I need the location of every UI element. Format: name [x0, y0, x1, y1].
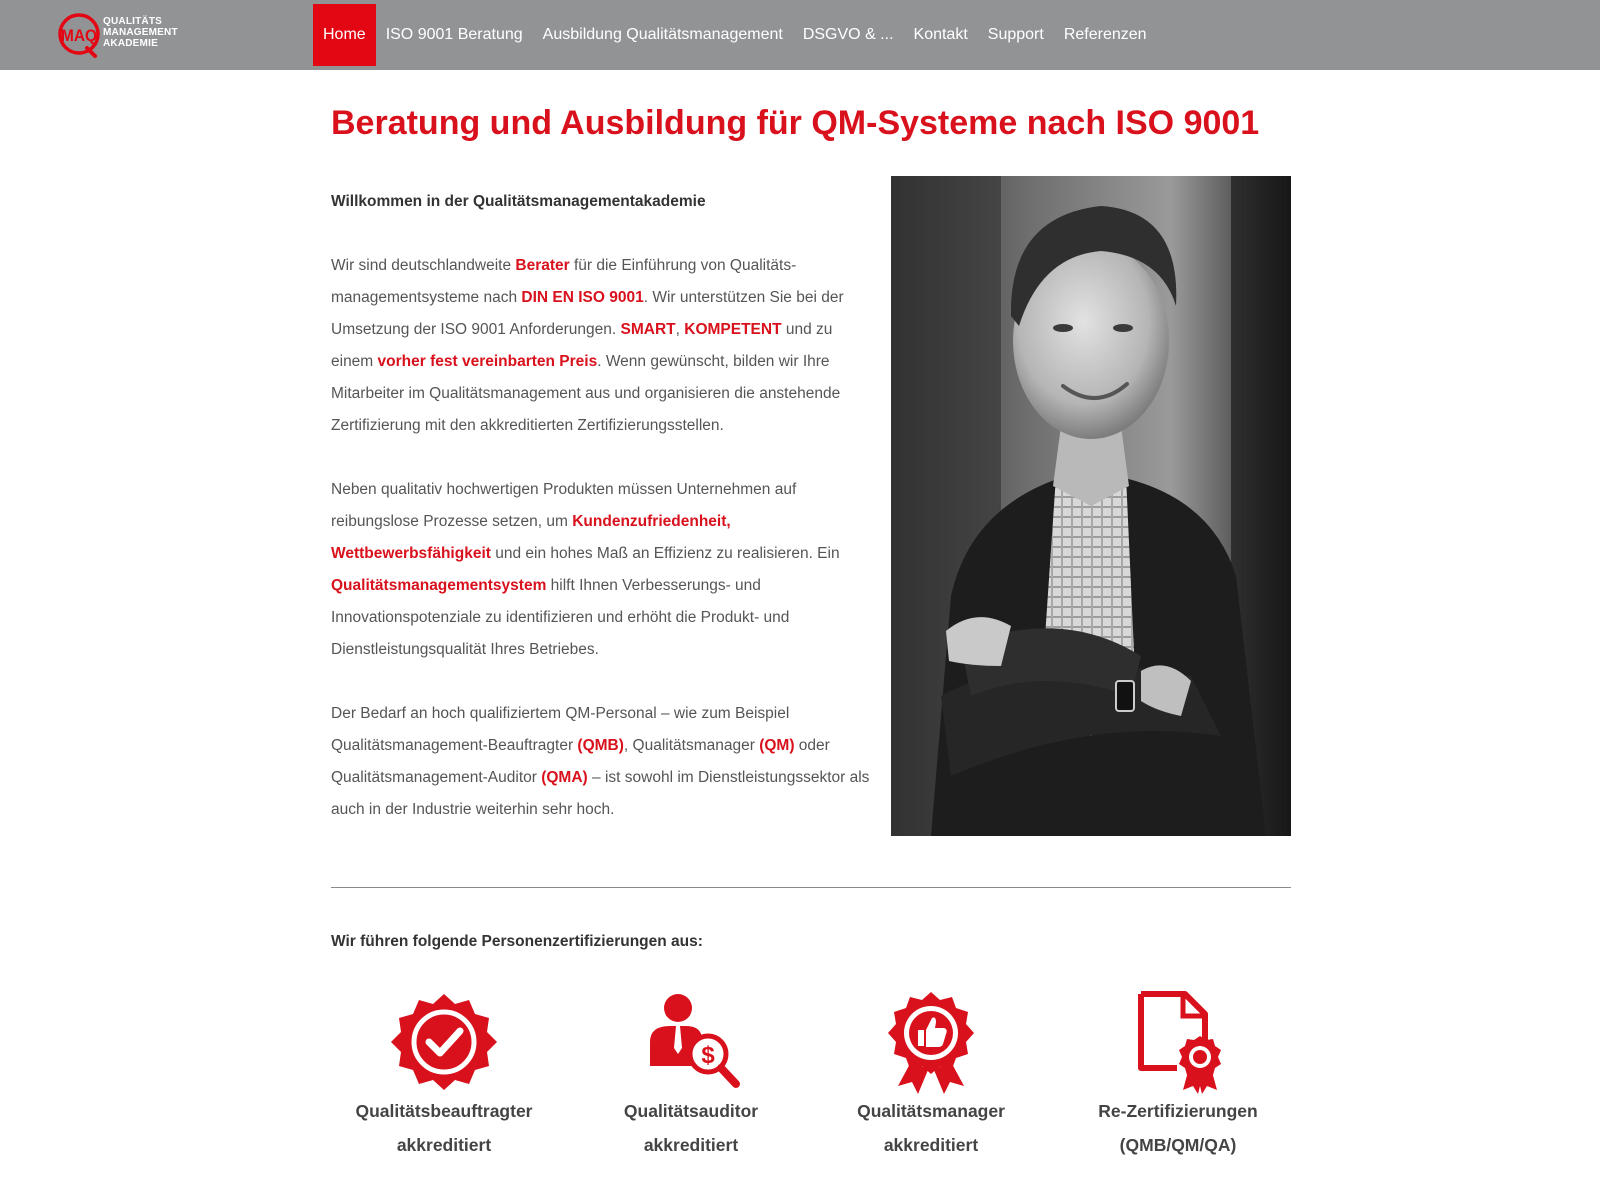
highlight-qms: Qualitätsmanagementsystem — [331, 577, 547, 594]
auditor-icon — [636, 990, 746, 1094]
nav-item-kontakt[interactable]: Kontakt — [913, 26, 968, 43]
cert-item-re-zertifizierungen[interactable] — [1058, 990, 1298, 1162]
text: . Wir unterstützen Sie bei der Umsetzung der ISO 9001 Anforderungen. — [331, 289, 844, 338]
nav-item-referenzen[interactable]: Referenzen — [1063, 26, 1147, 43]
site-header — [0, 0, 1600, 70]
cert-item-qualitaetsauditor[interactable] — [571, 990, 811, 1162]
nav-item-home[interactable]: Home — [313, 4, 376, 66]
page-title: Beratung und Ausbildung für QM-Systeme nach ISO 9001 — [331, 104, 1260, 142]
nav-item-iso-9001-beratung[interactable]: ISO 9001 Beratung — [385, 26, 523, 43]
certificate-document-icon — [1123, 990, 1233, 1094]
intro-text — [331, 186, 876, 858]
nav-item-ausbildung[interactable]: Ausbildung Qualitätsmanagement — [542, 26, 783, 43]
text: und ein hohes Maß an Effizienz zu realisieren. Ein — [490, 545, 840, 562]
text: Der Bedarf an hoch qualifiziertem QM-Personal – wie zum Beispiel Qualitätsmanagement-Beauftragter — [331, 705, 790, 754]
highlight-kompetent: KOMPETENT — [684, 321, 782, 338]
welcome-heading: Willkommen in der Qualitätsmanagementakademie — [331, 193, 706, 210]
cert-item-qualitaetsmanager[interactable] — [811, 990, 1051, 1162]
section-divider — [331, 887, 1291, 888]
cert-label-line1: Re-Zertifizierungen — [1098, 1101, 1258, 1121]
logo-line: AKADEMIE — [103, 38, 158, 49]
highlight-qmb: (QMB) — [577, 737, 624, 754]
highlight-kundenzufriedenheit: Kundenzufriedenheit, — [572, 513, 731, 530]
logo-icon — [57, 12, 103, 58]
text: für die Einführung von Qualitäts-managementsysteme nach — [331, 257, 797, 306]
portrait-illustration — [891, 176, 1291, 836]
text: – ist sowohl im Dienstleistungssektor als auch in der Industrie weiterhin sehr hoch. — [331, 769, 870, 818]
text: Wir sind deutschlandweite — [331, 257, 516, 274]
highlight-smart: SMART — [620, 321, 676, 338]
highlight-din-en-iso: DIN EN ISO 9001 — [521, 289, 644, 306]
highlight-qm: (QM) — [759, 737, 795, 754]
cert-label-line2: akkreditiert — [883, 1135, 979, 1155]
paragraph-consulting — [331, 250, 876, 442]
text: , Qualitätsmanager — [623, 737, 760, 754]
text: hilft Ihnen Verbesserungs- und Innovationspotenziale zu identifizieren und erhöht die Produkt- und Dienstleistungsqualität Ihres Betriebes. — [331, 577, 790, 658]
cert-label-line1: Qualitätsbeauftragter — [355, 1101, 533, 1121]
paragraph-personnel — [331, 698, 876, 826]
text: , — [675, 321, 685, 338]
logo-text — [103, 16, 178, 49]
cert-item-qualitaetsbeauftragter[interactable] — [324, 990, 564, 1162]
nav-item-dsgvo[interactable]: DSGVO & ... — [802, 26, 894, 43]
logo[interactable] — [57, 12, 187, 58]
cert-label-line2: akkreditiert — [396, 1135, 492, 1155]
cert-label-line1: Qualitätsmanager — [857, 1101, 1005, 1121]
cert-label-line2: (QMB/QM/QA) — [1119, 1135, 1237, 1155]
logo-line: MANAGEMENT — [103, 27, 178, 38]
logo-letters: MAQ — [61, 26, 97, 45]
paragraph-processes — [331, 474, 876, 666]
highlight-berater: Berater — [515, 257, 570, 274]
svg-text:$: $ — [701, 1042, 715, 1069]
text: und zu einem — [331, 321, 833, 370]
cert-label-line2: akkreditiert — [643, 1135, 739, 1155]
cert-label-line1: Qualitätsauditor — [623, 1101, 759, 1121]
thumbs-up-rosette-icon — [876, 990, 986, 1094]
certifications-heading: Wir führen folgende Personenzertifizierungen aus: — [331, 933, 703, 950]
highlight-qma: (QMA) — [541, 769, 588, 786]
logo-line: QUALITÄTS — [103, 16, 163, 27]
text: Neben qualitativ hochwertigen Produkten müssen Unternehmen auf reibungslose Prozesse setzen, um — [331, 481, 797, 530]
highlight-preis: vorher fest vereinbarten Preis — [377, 353, 598, 370]
consultant-photo — [891, 176, 1291, 836]
badge-check-icon — [389, 990, 499, 1094]
nav-item-support[interactable]: Support — [987, 26, 1044, 43]
highlight-wettbewerbsfaehigkeit: Wettbewerbsfähigkeit — [331, 545, 491, 562]
main-nav — [313, 4, 1157, 66]
text: oder Qualitätsmanagement-Auditor — [331, 737, 830, 786]
text: . Wenn gewünscht, bilden wir Ihre Mitarbeiter im Qualitätsmanagement aus und organisieren die anstehende Zertifizierung mit den akkreditierten Zertifizierungsstellen. — [331, 353, 841, 434]
